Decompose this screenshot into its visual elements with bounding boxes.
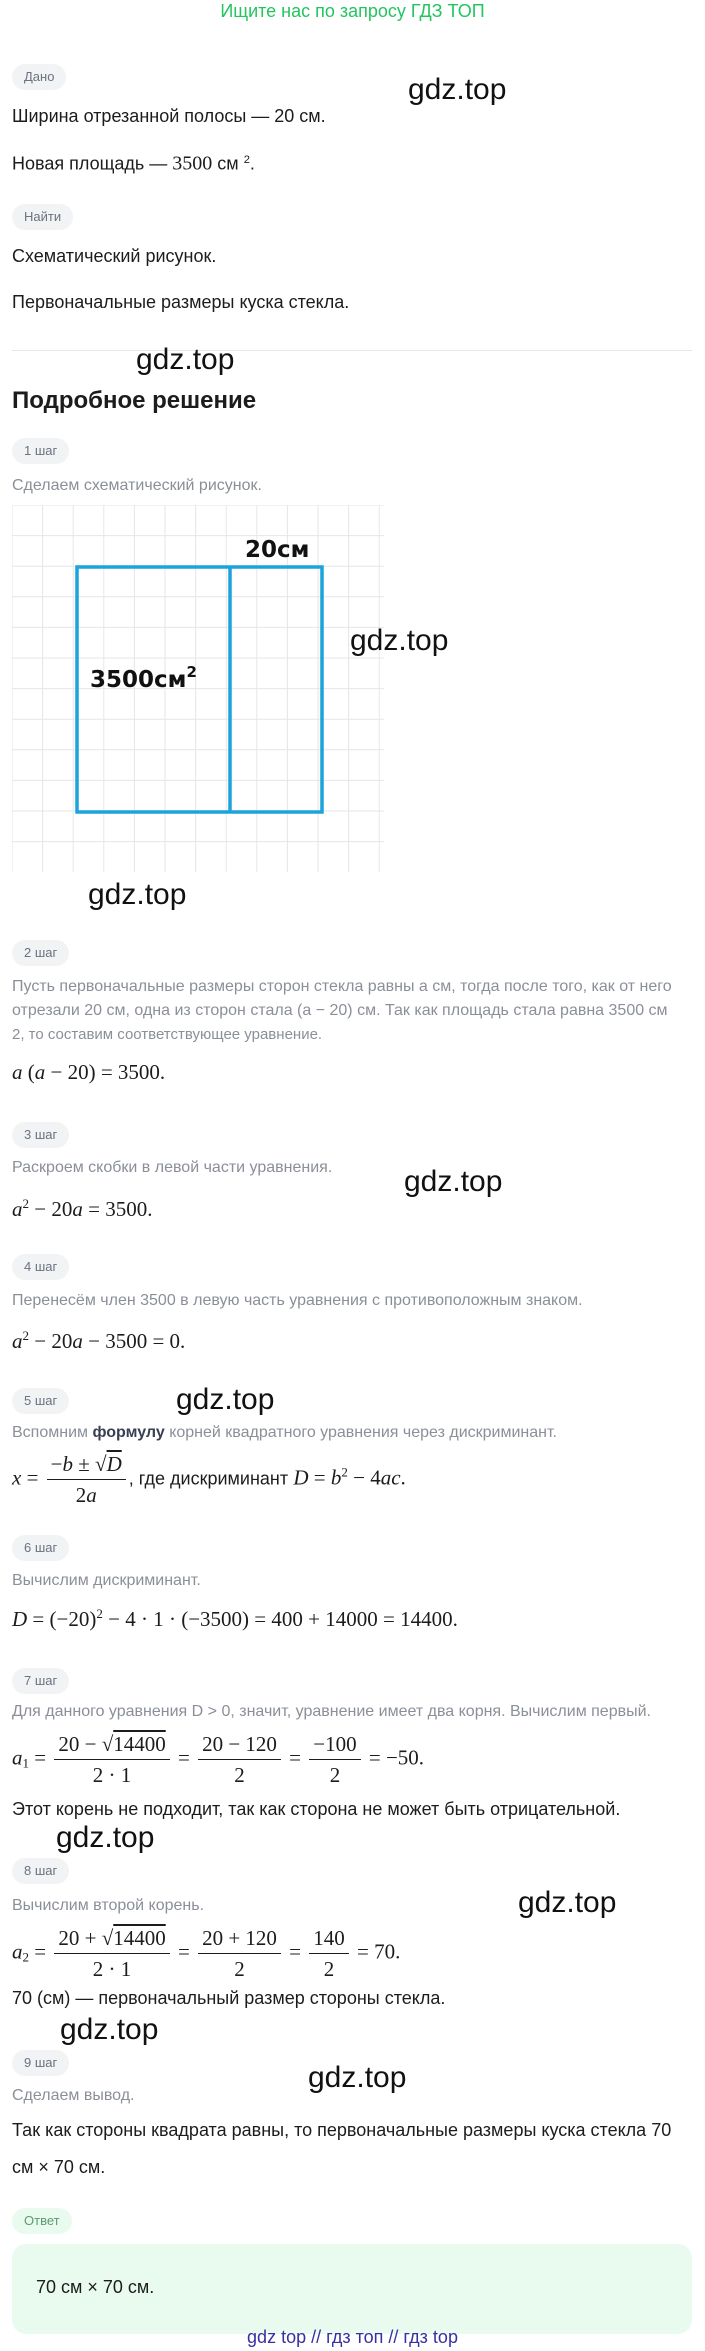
step-8-badge: 8 шаг xyxy=(12,1858,69,1884)
step-4-badge: 4 шаг xyxy=(12,1254,69,1280)
given-area-sup: 2 xyxy=(243,154,250,166)
top-banner: Ищите нас по запросу ГДЗ ТОП xyxy=(220,1,485,21)
figure-label-area xyxy=(90,663,197,693)
watermark: gdz.top xyxy=(308,2061,407,2094)
step-7-badge: 7 шаг xyxy=(12,1668,69,1694)
step-8-equation: $a_2$ = $\frac{20 + √14400}{2 \cdot 1}$ = $\frac{20 + 120}{2}$ = $\frac{140}{2}$ = 70. xyxy=(12,1926,401,1981)
step-3-badge: 3 шаг xyxy=(12,1122,69,1148)
given-line-2-end: . xyxy=(249,153,255,174)
step-7-equation: $a_1$ = $\frac{20 - √14400}{2 \cdot 1}$ = $\frac{20 - 120}{2}$ = $\frac{-100}{2}$ = −50. xyxy=(12,1732,425,1787)
step-1-badge: 1 шаг xyxy=(12,438,69,464)
step-2-equation: a (a − 20) = 3500. xyxy=(12,1060,166,1084)
step-1-text: Сделаем схематический рисунок. xyxy=(12,477,262,494)
step-2-badge: 2 шаг xyxy=(12,940,69,966)
step-5-formula: x = $\frac{-b \pm √D}{2a}$ , где дискриминант $D = b^2 - 4ac$. xyxy=(12,1452,406,1507)
step-9-text: Сделаем вывод. xyxy=(12,2087,135,2104)
watermark: gdz.top xyxy=(88,878,187,911)
step-5-formula-link: формулу xyxy=(92,1424,165,1441)
step-9-badge: 9 шаг xyxy=(12,2050,69,2076)
step-5-text-suffix: корней квадратного уравнения через дискриминант. xyxy=(164,1424,557,1441)
footer-links[interactable]: gdz top // гдз топ // гдз top xyxy=(247,2327,458,2347)
step-8-note: 70 (см) — первоначальный размер стороны стекла. xyxy=(12,1988,446,2008)
step-7-text: Для данного уравнения D > 0, значит, уравнение имеет два корня. Вычислим первый. xyxy=(12,1703,651,1720)
find-line-2: Первоначальные размеры куска стекла. xyxy=(12,292,350,312)
watermark: gdz.top xyxy=(350,624,449,657)
step-5-text xyxy=(12,1422,557,1444)
watermark: gdz.top xyxy=(60,2013,159,2046)
step-4-equation: $a^2 - 20a - 3500 = 0$. xyxy=(12,1328,186,1353)
step-2-line-2: отрезали 20 см, одна из сторон стала (a − 20) см. Так как площадь стала равна 3500 см xyxy=(12,1002,668,1019)
step-5-where: , где дискриминант xyxy=(128,1468,289,1489)
watermark: gdz.top xyxy=(56,1821,155,1854)
solution-title: Подробное решение xyxy=(12,387,257,414)
step-8-text: Вычислим второй корень. xyxy=(12,1897,205,1914)
given-line-2-prefix: Новая площадь — xyxy=(12,153,173,174)
step-5-badge: 5 шаг xyxy=(12,1388,69,1414)
figure-grid xyxy=(12,505,384,872)
step-4-text: Перенесём член 3500 в левую часть уравнения с противоположным знаком. xyxy=(12,1292,583,1309)
answer-text: 70 см × 70 см. xyxy=(36,2277,155,2297)
step-2-line-3: 2, то составим соответствующее уравнение. xyxy=(12,1026,323,1043)
find-line-1: Схематический рисунок. xyxy=(12,246,217,266)
step-6-text: Вычислим дискриминант. xyxy=(12,1572,201,1589)
given-line-2 xyxy=(12,148,255,176)
step-7-note: Этот корень не подходит, так как сторона не может быть отрицательной. xyxy=(12,1799,621,1819)
step-9-line-1: Так как стороны квадрата равны, то первоначальные размеры куска стекла 70 xyxy=(12,2120,672,2140)
figure-label-area-text: 3500см xyxy=(90,667,187,693)
step-2-line-1: Пусть первоначальные размеры сторон стекла равны a см, тогда после того, как от него xyxy=(12,978,672,995)
find-badge: Найти xyxy=(12,204,73,230)
watermark: gdz.top xyxy=(136,343,235,376)
given-badge: Дано xyxy=(12,64,66,90)
divider xyxy=(12,350,692,351)
watermark: gdz.top xyxy=(408,73,507,106)
watermark: gdz.top xyxy=(404,1165,503,1198)
step-3-text: Раскроем скобки в левой части уравнения. xyxy=(12,1159,333,1176)
step-6-equation: $D = (-20)^2 - 4 \cdot 1 \cdot (-3500) = 400 + 14000 = 14400$. xyxy=(12,1606,458,1631)
step-9-line-2: см × 70 см. xyxy=(12,2157,106,2177)
watermark: gdz.top xyxy=(518,1886,617,1919)
figure-label-area-sup: 2 xyxy=(186,663,197,681)
answer-badge: Ответ xyxy=(12,2208,72,2234)
schematic-figure xyxy=(12,505,384,872)
figure-label-width: 20см xyxy=(245,537,310,563)
step-6-badge: 6 шаг xyxy=(12,1535,69,1561)
given-area-unit: см xyxy=(212,153,244,174)
given-line-1: Ширина отрезанной полосы — 20 см. xyxy=(12,106,326,126)
given-area-value: 3500 xyxy=(172,152,213,175)
step-5-text-prefix: Вспомним xyxy=(12,1424,93,1441)
watermark: gdz.top xyxy=(176,1383,275,1416)
step-3-equation: $a^2 - 20a = 3500$. xyxy=(12,1196,153,1221)
